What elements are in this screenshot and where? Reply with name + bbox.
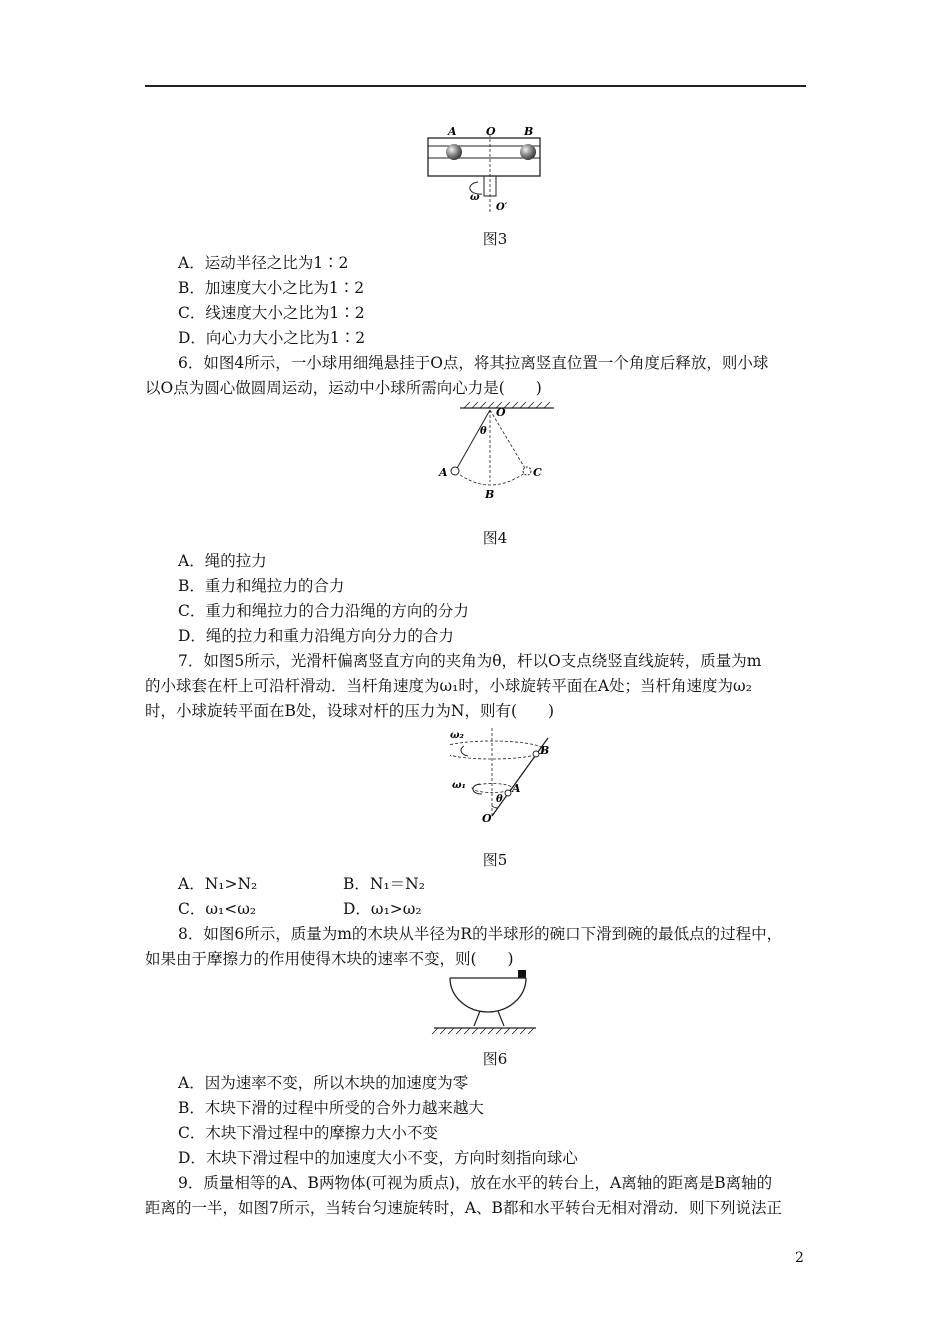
svg-text:B: B	[485, 488, 495, 500]
figure-6	[430, 970, 540, 1038]
q7-option-a: A．N₁>N₂	[178, 875, 258, 893]
q7-line-3: 时，小球旋转平面在B处，设球对杆的压力为N，则有( )	[145, 702, 555, 720]
q6-option-d: D．绳的拉力和重力沿绳方向分力的合力	[178, 627, 454, 645]
svg-text:B: B	[540, 744, 550, 757]
figure-4-caption: 图4	[482, 529, 508, 547]
figure-6-caption: 图6	[482, 1050, 508, 1068]
svg-text:θ: θ	[496, 794, 503, 805]
q8-option-a: A．因为速率不变，所以木块的加速度为零	[178, 1074, 469, 1092]
svg-text:B: B	[524, 125, 534, 138]
q7-option-b: B．N₁＝N₂	[343, 875, 425, 893]
svg-text:θ: θ	[480, 426, 487, 437]
q5-option-c: C．线速度大小之比为1∶2	[178, 304, 365, 322]
header-rule	[145, 85, 806, 87]
page-number: 2	[795, 1250, 804, 1266]
q7-line-1: 7．如图5所示，光滑杆偏离竖直方向的夹角为θ，杆以O支点绕竖直线旋转，质量为m	[178, 652, 762, 670]
figure-3-caption: 图3	[482, 230, 508, 248]
figure-5	[450, 724, 580, 826]
svg-text:A: A	[512, 782, 521, 795]
svg-text:O: O	[496, 406, 506, 419]
q5-option-b: B．加速度大小之比为1∶2	[178, 279, 365, 297]
q5-option-d: D．向心力大小之比为1∶2	[178, 329, 366, 347]
q8-line-2: 如果由于摩擦力的作用使得木块的速率不变，则( )	[145, 950, 514, 968]
ball-a	[446, 144, 462, 160]
q9-line-1: 9．质量相等的A、B两物体(可视为质点)，放在水平的转台上，A离轴的距离是B离轴的	[178, 1174, 773, 1192]
svg-text:O: O	[482, 812, 492, 825]
svg-text:A: A	[439, 466, 448, 479]
figure-4	[430, 402, 580, 500]
svg-text:O′: O′	[496, 202, 508, 213]
svg-text:ω: ω	[470, 192, 480, 203]
q6-line-1: 6．如图4所示，一小球用细绳悬挂于O点，将其拉离竖直位置一个角度后释放，则小球	[178, 354, 769, 372]
figure-3	[420, 122, 550, 217]
q7-line-2: 的小球套在杆上可沿杆滑动．当杆角速度为ω₁时，小球旋转平面在A处；当杆角速度为ω₂	[145, 677, 752, 695]
q7-option-c: C．ω₁<ω₂	[178, 900, 257, 918]
q8-option-b: B．木块下滑的过程中所受的合外力越来越大	[178, 1099, 484, 1117]
q7-option-d: D．ω₁>ω₂	[343, 900, 422, 918]
q9-line-2: 距离的一半，如图7所示，当转台匀速旋转时，A、B都和水平转台无相对滑动．则下列说法正	[145, 1199, 782, 1217]
q6-option-a: A．绳的拉力	[178, 552, 267, 570]
svg-text:O: O	[486, 125, 496, 138]
figure-5-caption: 图5	[482, 851, 508, 869]
q6-line-2: 以O点为圆心做圆周运动，运动中小球所需向心力是( )	[145, 379, 542, 397]
svg-text:C: C	[533, 466, 542, 479]
q8-option-c: C．木块下滑过程中的摩擦力大小不变	[178, 1124, 438, 1142]
q6-option-c: C．重力和绳拉力的合力沿绳的方向的分力	[178, 602, 469, 620]
svg-text:ω₁: ω₁	[452, 780, 466, 791]
svg-text:A: A	[448, 125, 457, 138]
ball-b	[520, 144, 536, 160]
q6-option-b: B．重力和绳拉力的合力	[178, 577, 345, 595]
q8-option-d: D．木块下滑过程中的加速度大小不变，方向时刻指向球心	[178, 1149, 578, 1167]
svg-text:ω₂: ω₂	[450, 730, 464, 741]
q5-option-a: A．运动半径之比为1∶2	[178, 254, 349, 272]
q8-line-1: 8．如图6所示，质量为m的木块从半径为R的半球形的碗口下滑到碗的最低点的过程中，	[178, 925, 783, 943]
